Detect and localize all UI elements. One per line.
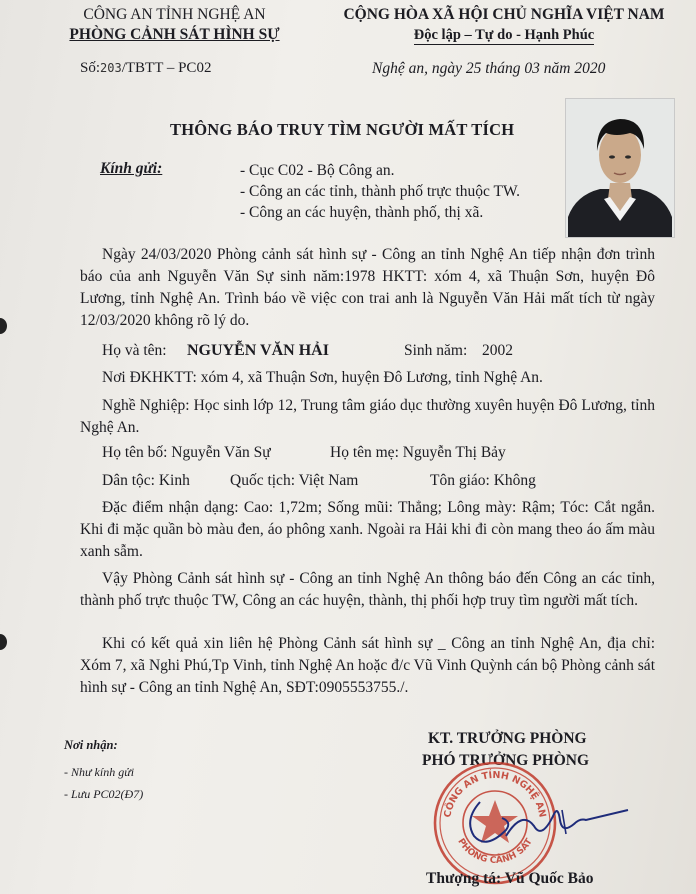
- occupation: Nghề Nghiệp: Học sinh lớp 12, Trung tâm giáo dục thường xuyên huyện Đô Lương, tỉnh Nghệ An.: [80, 397, 655, 436]
- punch-hole: [0, 318, 7, 334]
- nation-name: CỘNG HÒA XÃ HỘI CHỦ NGHĨA VIỆT NAM: [343, 6, 665, 23]
- father-name: Họ tên bố: Nguyễn Văn Sự: [102, 444, 271, 461]
- ethnicity: Dân tộc: Kinh: [102, 472, 190, 489]
- recipients-label: Kính gửi:: [100, 160, 163, 177]
- registered-address: Nơi ĐKHKTT: xóm 4, xã Thuận Sơn, huyện Đô Lương, tỉnh Nghệ An.: [102, 369, 543, 386]
- document-number: Số:203/TBTT – PC02: [80, 60, 212, 76]
- document-title: THÔNG BÁO TRUY TÌM NGƯỜI MẤT TÍCH: [170, 120, 515, 139]
- punch-hole: [0, 634, 7, 650]
- department-name: PHÒNG CẢNH SÁT HÌNH SỰ: [69, 26, 280, 43]
- recipient-item: - Cục C02 - Bộ Công an.: [240, 162, 395, 179]
- svg-text:PHÒNG CẢNH SÁT: PHÒNG CẢNH SÁT: [455, 836, 535, 866]
- document-date: Nghệ an, ngày 25 tháng 03 năm 2020: [372, 60, 606, 77]
- agency-name: CÔNG AN TỈNH NGHỆ AN: [83, 6, 266, 23]
- request-paragraph: Vậy Phòng Cảnh sát hình sự - Công an tỉnh Nghệ An thông báo đến Công an các tỉnh, thành phố trực thuộc TW, Công an các huyện, thành, thị phối hợp truy tìm người mất tích.: [80, 570, 655, 609]
- recipient-item: - Công an các huyện, thành phố, thị xã.: [240, 204, 484, 221]
- birth-label: Sinh năm:: [404, 342, 468, 359]
- receiver-item: - Như kính gửi: [64, 765, 135, 779]
- signature-title-1: KT. TRƯỞNG PHÒNG: [428, 730, 587, 747]
- person-photo-icon: [566, 99, 674, 237]
- receiver-item: - Lưu PC02(Đ7): [64, 787, 144, 801]
- nationality: Quốc tịch: Việt Nam: [230, 472, 359, 489]
- intro-paragraph: Ngày 24/03/2020 Phòng cảnh sát hình sự - Công an tỉnh Nghệ An tiếp nhận đơn trình báo của anh Nguyễn Văn Sự sinh năm:1978 HKTT: xóm 4, xã Thuận Sơn, huyện Đô Lương, tỉnh Nghệ An. Trình báo về việc con trai anh là Nguyễn Văn Hải mất tích từ ngày 12/03/2020 không rõ lý do.: [80, 246, 655, 329]
- svg-text:CÔNG AN TỈNH NGHỆ AN: CÔNG AN TỈNH NGHỆ AN: [442, 769, 548, 819]
- motto: Độc lập – Tự do - Hạnh Phúc: [413, 27, 595, 43]
- receivers-label: Nơi nhận:: [64, 738, 118, 752]
- name-label: Họ và tên:: [102, 342, 167, 359]
- birth-year: 2002: [482, 342, 513, 359]
- identifying-features: Đặc điểm nhận dạng: Cao: 1,72m; Sống mũi: Thẳng; Lông mày: Rậm; Tóc: Cắt ngắn. Khi đi mặc quần bò màu đen, áo phông xanh. Ngoài ra Hải khi đi còn mang theo áo ấm màu xanh sẫm.: [80, 499, 655, 560]
- contact-paragraph: Khi có kết quả xin liên hệ Phòng Cảnh sát hình sự _ Công an tỉnh Nghệ An, địa chỉ: Xóm 7, xã Nghi Phú,Tp Vinh, tỉnh Nghệ An hoặc đ/c Vũ Vinh Quỳnh cán bộ Phòng cảnh sát hình sự - Công an tỉnh Nghệ An, SĐT:0905553755./.: [80, 635, 655, 696]
- handwritten-signature-icon: [462, 790, 642, 860]
- person-name: NGUYỄN VĂN HẢI: [187, 342, 329, 359]
- mother-name: Họ tên mẹ: Nguyễn Thị Bảy: [330, 444, 506, 461]
- portrait-photo: [565, 98, 675, 238]
- recipient-item: - Công an các tỉnh, thành phố trực thuộc TW.: [240, 183, 521, 200]
- religion: Tôn giáo: Không: [430, 472, 536, 489]
- signer-name: Thượng tá: Vũ Quốc Bảo: [426, 870, 594, 887]
- signature-title-2: PHÓ TRƯỞNG PHÒNG: [422, 752, 590, 769]
